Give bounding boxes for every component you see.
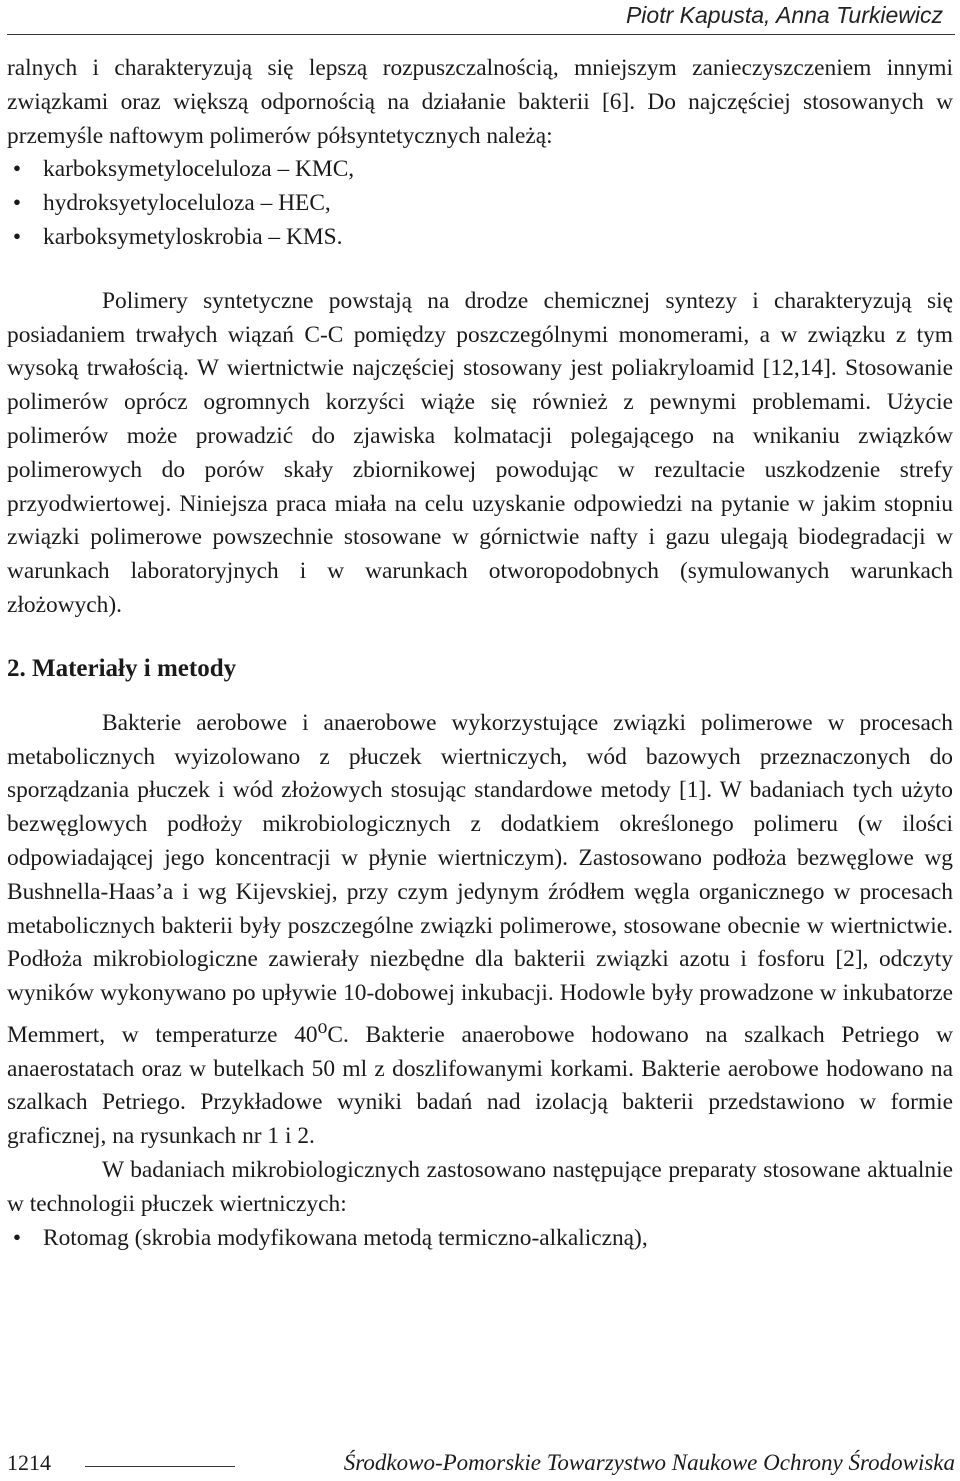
body-text	[7, 52, 953, 1255]
paragraph-materials-methods	[7, 707, 953, 1154]
section-heading: 2. Materiały i metody	[7, 654, 237, 682]
list-item-text: karboksymetyloskrobia – KMS.	[43, 223, 343, 250]
list-item-text: karboksymetyloceluloza – KMC,	[43, 156, 355, 183]
header-rule	[7, 34, 955, 35]
paragraph-synthetic-polymers: Polimery syntetyczne powstają na drodze chemicznej syntezy i charakteryzują się posiadaniem trwałych wiązań C-C pomiędzy poszczególnymi monomerami, a w związku z tym wysoką trwałością. W wiertnictwie najczęściej stosowany jest poliakryloamid [12,14]. Stosowanie polimerów oprócz ogromnych korzyści wiąże się również z pewnymi problemami. Użycie polimerów może prowadzić do zjawiska kolmatacji polegającego na wnikaniu związków polimerowych do porów skały zbiornikowej powodując w rezultacie uszkodzenie strefy przyodwiertowej. Niniejsza praca miała na celu uzyskanie odpowiedzi na pytanie w jakim stopniu związki polimerowe powszechnie stosowane w górnictwie nafty i gazu ulegają biodegradacji w warunkach laboratoryjnych i w warunkach otworopodobnych (symulowanych warunkach złożowych).	[7, 287, 953, 618]
running-head-authors: Piotr Kapusta, Anna Turkiewicz	[625, 2, 943, 28]
bullet-icon: •	[12, 156, 22, 183]
page-footer	[7, 1450, 955, 1480]
list-semisynthetic-polymers	[7, 153, 953, 254]
journal-name: Środkowo-Pomorskie Towarzystwo Naukowe Ochrony Środowiska	[343, 1450, 955, 1475]
paragraph-polymers-semisynthetic: ralnych i charakteryzują się lepszą rozpuszczalnością, mniejszym zanieczyszczeniem innymi związkami oraz większą odpornością na działanie bakterii [6]. Do najczęściej stosowanych w przemyśle naftowym polimerów półsyntetycznych należą:	[7, 55, 953, 149]
list-preparations	[7, 1222, 953, 1256]
bullet-icon: •	[12, 1224, 22, 1251]
paragraph-preparations: W badaniach mikrobiologicznych zastosowano następujące preparaty stosowane aktualnie w technologii płuczek wiertniczych:	[7, 1156, 953, 1217]
list-item	[7, 153, 953, 187]
paragraph-text-part: C. Bakterie anaerobowe hodowano na szalkach Petriego w anaerostatach oraz w butelkach 50 ml z doszlifowanymi korkami. Bakterie aerobowe hodowano na szalkach Petriego. Przykładowe wyniki badań nad izolacją bakterii przedstawiono w formie graficznej, na rysunkach nr 1 i 2.	[7, 1021, 953, 1150]
paragraph-text-part: Bakterie aerobowe i anaerobowe wykorzystujące związki polimerowe w procesach metabolicznych wyizolowano z płuczek wiertniczych, wód bazowych przeznaczonych do sporządzania płuczek i wód złożowych stosując standardowe metody [1]. W badaniach tych użyto bezwęglowych podłoży mikrobiologicznych z dodatkiem określonego polimeru (w ilości odpowiadającej jego koncentracji w płynie wiertniczym). Zastosowano podłoża bezwęglowe wg Bushnella-Haas’a i wg Kijevskiej, przy czym jedynym źródłem węgla organicznego w procesach metabolicznych bakterii były poszczególne związki polimerowe, stosowane obecnie w wiertnictwie. Podłoża mikrobiologiczne zawierały niezbędne dla bakterii związki azotu i fosforu [2], odczyty wyników wykonywano po upływie 10-dobowej inkubacji. Hodowle były prowadzone w inkubatorze Memmert, w temperaturze 40	[7, 709, 953, 1048]
list-item	[7, 221, 953, 255]
list-item-text: hydroksyetyloceluloza – HEC,	[43, 190, 331, 217]
bullet-icon: •	[12, 223, 22, 250]
page-number: 1214	[7, 1450, 51, 1475]
list-item	[7, 187, 953, 221]
list-item-text: Rotomag (skrobia modyfikowana metodą termiczno-alkaliczną),	[43, 1224, 648, 1251]
footer-rule	[85, 1466, 235, 1467]
degree-superscript: o	[317, 1016, 328, 1038]
list-item	[7, 1222, 953, 1256]
bullet-icon: •	[12, 190, 22, 217]
document-page	[7, 0, 955, 1481]
